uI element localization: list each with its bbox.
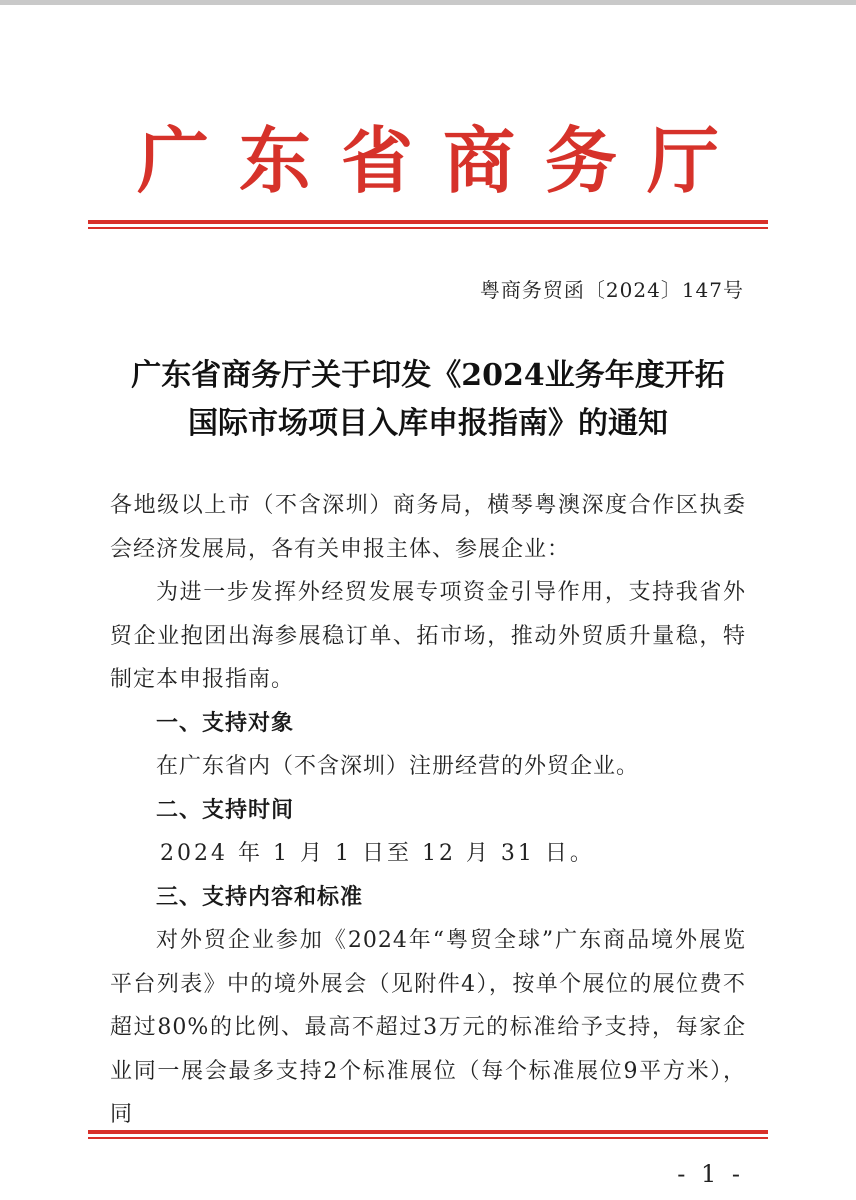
notice-title-line-2: 国际市场项目入库申报指南》的通知: [188, 406, 668, 441]
org-letterhead-title: 广东省商务厅: [136, 118, 749, 203]
addressee-paragraph: 各地级以上市（不含深圳）商务局，横琴粤澳深度合作区执委会经济发展局，各有关申报主体、参展企业：: [110, 493, 746, 562]
section-2-heading: 二、支持时间: [156, 797, 295, 823]
notice-title-line-1: 广东省商务厅关于印发《2024业务年度开拓: [131, 358, 725, 393]
section-1-heading: 一、支持对象: [156, 710, 295, 736]
section-3-text: 对外贸企业参加《2024年“粤贸全球”广东商品境外展览平台列表》中的境外展会（见附件4），按单个展位的展位费不超过80%的比例、最高不超过3万元的标准给予支持，每家企业同一展会最多支持2个标准展位（每个标准展位9平方米），同: [110, 928, 746, 1127]
footer-rule-thick-line: [88, 1130, 768, 1134]
footer-rule-thin-line: [88, 1137, 768, 1139]
section-3-heading: 三、支持内容和标准: [156, 884, 364, 910]
intro-paragraph: 为进一步发挥外经贸发展专项资金引导作用，支持我省外贸企业抱团出海参展稳订单、拓市场，推动外贸质升量稳，特制定本申报指南。: [110, 580, 746, 692]
page-top-edge: [0, 0, 856, 5]
document-number: 粤商务贸函〔2024〕147号: [479, 278, 744, 302]
page-number: - 1 -: [677, 1160, 744, 1188]
rule-thin-line: [88, 227, 768, 229]
section-1-text: 在广东省内（不含深圳）注册经营的外贸企业。: [156, 754, 640, 779]
document-body: [110, 484, 746, 1137]
footer-red-rule: [88, 1130, 768, 1139]
section-2-text: 2024 年 1 月 1 日至 12 月 31 日。: [160, 841, 595, 866]
letterhead-red-rule: [88, 220, 768, 229]
notice-title: [88, 352, 768, 448]
rule-thick-line: [88, 220, 768, 224]
